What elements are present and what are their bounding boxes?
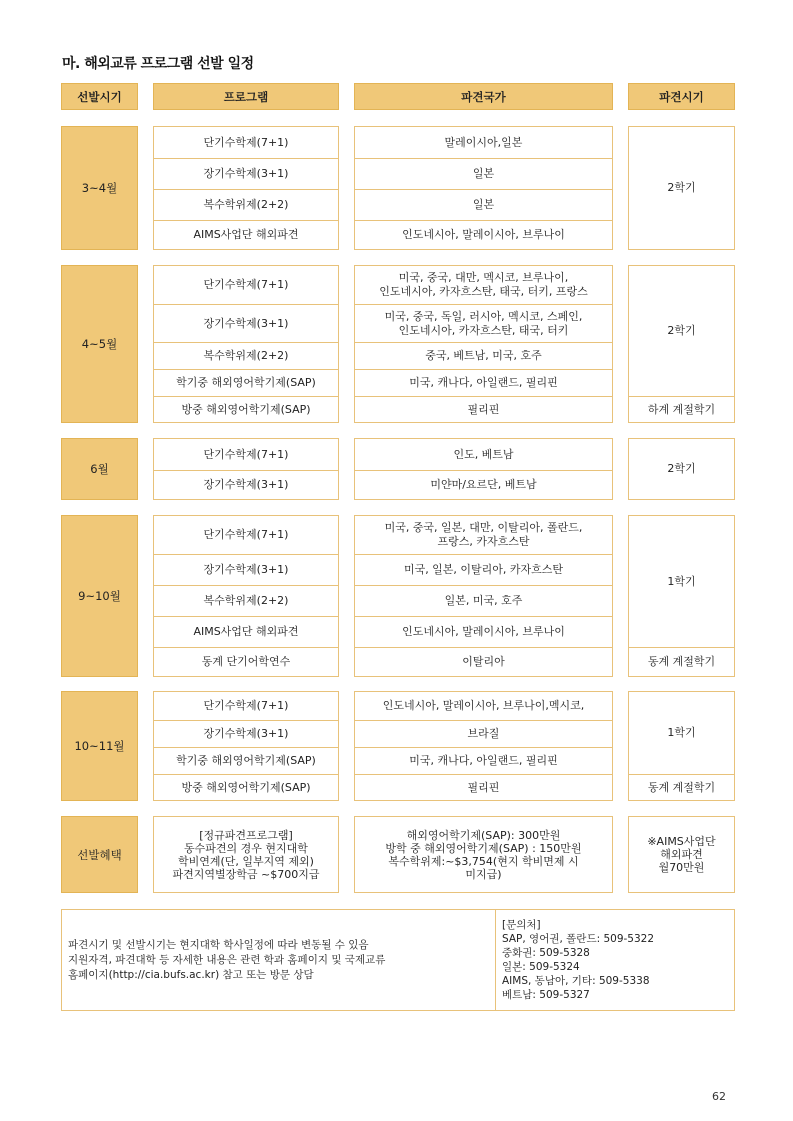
country-cell: 이탈리아 <box>355 647 612 676</box>
program-cell: 장기수학제(3+1) <box>154 304 338 342</box>
country-cell: 미얀마/요르단, 베트남 <box>355 470 612 499</box>
program-cell: AIMS사업단 해외파견 <box>154 616 338 647</box>
period-column <box>628 515 735 677</box>
program-cell: 학기중 해외영어학기제(SAP) <box>154 747 338 774</box>
season-cell: 10~11월 <box>61 691 138 801</box>
benefits-program: [정규파견프로그램] 동수파견의 경우 현지대학 학비연계(단, 일부지역 제외) 파견지역별장학금 ~$700지급 <box>172 828 320 881</box>
period-column <box>628 691 735 801</box>
country-cell: 인도네시아, 말레이시아, 브루나이 <box>355 616 612 647</box>
season-cell: 9~10월 <box>61 515 138 677</box>
header-country: 파견국가 <box>354 83 613 110</box>
period-cell: 2학기 <box>667 324 696 337</box>
country-cell: 미국, 중국, 일본, 대만, 이탈리아, 폴란드, 프랑스, 카자흐스탄 <box>384 521 583 548</box>
program-cell: 방중 해외영어학기제(SAP) <box>154 396 338 422</box>
program-cell: 단기수학제(7+1) <box>203 528 289 541</box>
program-cell: 장기수학제(3+1) <box>154 720 338 747</box>
program-cell: 복수학위제(2+2) <box>154 189 338 220</box>
country-cell: 미국, 캐나다, 아일랜드, 필리핀 <box>355 747 612 774</box>
country-cell: 일본 <box>355 158 612 189</box>
country-column <box>354 691 613 801</box>
country-cell: 일본, 미국, 호주 <box>355 585 612 616</box>
country-cell: 인도, 베트남 <box>453 447 514 461</box>
country-column <box>354 126 613 250</box>
header-period: 파견시기 <box>628 83 735 110</box>
benefits-label: 선발혜택 <box>61 816 138 893</box>
benefits-program-box <box>153 816 339 893</box>
country-cell: 필리핀 <box>355 396 612 422</box>
program-column <box>153 126 339 250</box>
program-cell: 단기수학제(7+1) <box>203 699 289 712</box>
country-cell: 미국, 캐나다, 아일랜드, 필리핀 <box>355 369 612 396</box>
program-cell: 단기수학제(7+1) <box>203 278 289 291</box>
country-cell: 인도네시아, 말레이시아, 브루나이 <box>355 220 612 249</box>
header-program: 프로그램 <box>153 83 339 110</box>
period-cell: 동계 계절학기 <box>629 647 734 676</box>
period-column <box>628 438 735 500</box>
country-cell: 말레이시아,일본 <box>444 135 523 149</box>
program-cell: 학기중 해외영어학기제(SAP) <box>154 369 338 396</box>
program-cell: 단기수학제(7+1) <box>203 447 289 461</box>
program-column <box>153 691 339 801</box>
country-cell: 일본 <box>355 189 612 220</box>
notes-box <box>61 909 735 1011</box>
program-cell: 복수학위제(2+2) <box>154 585 338 616</box>
country-column <box>354 438 613 500</box>
season-cell: 3~4월 <box>61 126 138 250</box>
season-cell: 6월 <box>61 438 138 500</box>
country-cell: 중국, 베트남, 미국, 호주 <box>355 342 612 369</box>
contact-info: [문의처] SAP, 영어권, 폴란드: 509-5322 중화권: 509-5328 일본: 509-5324 AIMS, 동남아, 기타: 509-5338 베트남: 509-5327 <box>495 910 734 1010</box>
benefits-country-box <box>354 816 613 893</box>
benefits-period-box <box>628 816 735 893</box>
country-column <box>354 265 613 423</box>
program-cell: 복수학위제(2+2) <box>154 342 338 369</box>
notes-text: 파견시기 및 선발시기는 현지대학 학사일정에 따라 변동될 수 있음 지원자격, 파견대학 등 자세한 내용은 관련 학과 홈페이지 및 국제교류 홈페이지(http://cia.bufs.ac.kr) 참고 또는 방문 상담 <box>68 938 386 981</box>
period-cell: 1학기 <box>667 726 696 739</box>
benefits-period: ※AIMS사업단 해외파견 월70만원 <box>647 835 716 874</box>
program-column <box>153 515 339 677</box>
program-cell: 장기수학제(3+1) <box>154 470 338 499</box>
period-cell: 1학기 <box>667 574 696 588</box>
period-column <box>628 126 735 250</box>
program-cell: AIMS사업단 해외파견 <box>154 220 338 249</box>
program-cell: 동계 단기어학연수 <box>154 647 338 676</box>
header-season: 선발시기 <box>61 83 138 110</box>
country-column <box>354 515 613 677</box>
period-cell: 2학기 <box>667 462 696 475</box>
country-cell: 미국, 일본, 이탈리아, 카자흐스탄 <box>355 554 612 585</box>
program-cell: 단기수학제(7+1) <box>203 135 289 149</box>
country-cell: 미국, 중국, 대만, 멕시코, 브루나이, 인도네시아, 카자흐스탄, 태국, 터키, 프랑스 <box>379 271 588 298</box>
program-column <box>153 438 339 500</box>
period-column <box>628 265 735 423</box>
period-cell: 하계 계절학기 <box>629 396 734 422</box>
period-cell: 동계 계절학기 <box>629 774 734 800</box>
program-cell: 장기수학제(3+1) <box>154 554 338 585</box>
country-cell: 인도네시아, 말레이시아, 브루나이,멕시코, <box>382 699 585 712</box>
page-number: 62 <box>712 1090 726 1103</box>
program-cell: 방중 해외영어학기제(SAP) <box>154 774 338 800</box>
season-cell: 4~5월 <box>61 265 138 423</box>
country-cell: 브라질 <box>355 720 612 747</box>
page-title: 마. 해외교류 프로그램 선발 일정 <box>62 56 254 72</box>
country-cell: 미국, 중국, 독일, 러시아, 멕시코, 스페인, 인도네시아, 카자흐스탄, 태국, 터키 <box>355 304 612 342</box>
period-cell: 2학기 <box>667 181 696 194</box>
benefits-country: 해외영어학기제(SAP): 300만원 방학 중 해외영어학기제(SAP) : 150만원 복수학위제:~$3,754(현지 학비면제 시 미지급) <box>385 828 582 881</box>
country-cell: 필리핀 <box>355 774 612 800</box>
program-cell: 장기수학제(3+1) <box>154 158 338 189</box>
program-column <box>153 265 339 423</box>
